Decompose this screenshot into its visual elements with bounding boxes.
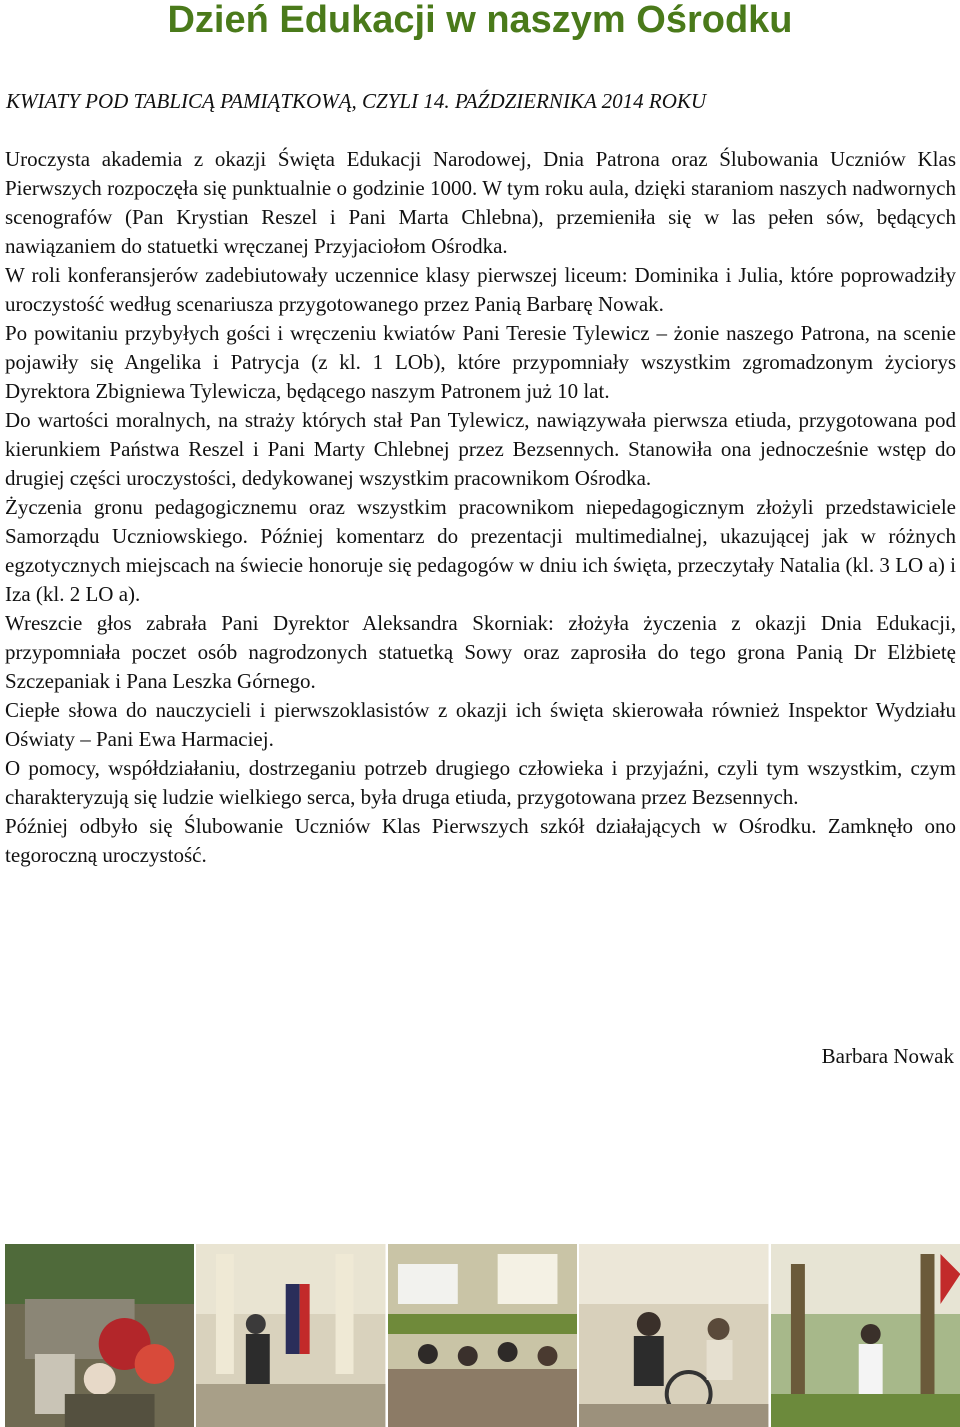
paragraph: Ciepłe słowa do nauczycieli i pierwszoklasistów z okazji ich święta skierowała również Inspektor Wydziału Oświaty – Pani Ewa Harmaciej.: [5, 698, 956, 751]
photo-wheelchair-guests: [579, 1244, 768, 1427]
photo-audience-hall: [388, 1244, 577, 1427]
paragraph: Życzenia gronu pedagogicznemu oraz wszystkim pracownikom niepedagogicznym złożyli przedstawiciele Samorządu Uczniowskiego. Później komentarz do prezentacji multimedialnej, ukazującej jak w różnych egzotycznych miejscach na świecie honoruje się pedagogów w dniu ich święta, przeczytały Natalia (kl. 3 LO a) i Iza (kl. 2 LO a).: [5, 495, 956, 606]
page-title: Dzień Edukacji w naszym Ośrodku: [167, 0, 793, 41]
paragraph: W roli konferansjerów zadebiutowały uczennice klasy pierwszej liceum: Dominika i Julia, które poprowadziły uroczystość według scenariusza przygotowanego przez Panią Barbarę Nowak.: [5, 263, 956, 316]
photo-hall-stage: [196, 1244, 385, 1427]
paragraph: Później odbyło się Ślubowanie Uczniów Klas Pierwszych szkół działających w Ośrodku. Zamknęło ono tegoroczną uroczystość.: [5, 814, 956, 867]
paragraph: O pomocy, współdziałaniu, dostrzeganiu potrzeb drugiego człowieka i przyjaźni, czyli tym wszystkim, czym charakteryzują się ludzie wielkiego serca, była druga etiuda, przygotowana przez Bezsennych.: [5, 756, 956, 809]
paragraph: Uroczysta akademia z okazji Święta Edukacji Narodowej, Dnia Patrona oraz Ślubowania Uczniów Klas Pierwszych rozpoczęła się punktualnie o godzinie 1000. W tym roku aula, dzięki staraniom naszych nadwornych scenografów (Pan Krystian Reszel i Pani Marta Chlebna), przemieniła się w las pełen sów, będących nawiązaniem do statuetki wręczanej Przyjaciołom Ośrodka.: [5, 147, 956, 258]
paragraph: Wreszcie głos zabrała Pani Dyrektor Aleksandra Skorniak: złożyła życzenia z okazji Dnia Edukacji, przypomniała poczet osób nagrodzonych statuetką Sowy oraz zaprosiła do tego grona Panią Dr Elżbietę Szczepaniak i Pana Leszka Górnego.: [5, 611, 956, 693]
paragraph: Po powitaniu przybyłych gości i wręczeniu kwiatów Pani Teresie Tylewicz – żonie naszego Patrona, na scenie pojawiły się Angelika i Patrycja (z kl. 1 LOb), które przypomniały wszystkim zgromadzonym życiorys Dyrektora Zbigniewa Tylewicza, będącego naszym Patronem już 10 lat.: [5, 321, 956, 403]
author-signature: Barbara Nowak: [821, 1044, 954, 1068]
paragraph: Do wartości moralnych, na straży których stał Pan Tylewicz, nawiązywała pierwsza etiuda, przygotowana pod kierunkiem Państwa Reszel i Pani Marty Chlebnej przez Bezsennych. Stanowiła ona jednocześnie wstęp do drugiej części uroczystości, dedykowanej wszystkim pracownikom Ośrodka.: [5, 408, 956, 490]
photo-forest-stage: [771, 1244, 960, 1427]
article-body: [5, 145, 956, 870]
photo-memorial-plaque-flowers: [5, 1244, 194, 1427]
subtitle: KWIATY POD TABLICĄ PAMIĄTKOWĄ, CZYLI 14. PAŹDZIERNIKA 2014 ROKU: [6, 89, 707, 113]
photo-strip: [5, 1244, 960, 1427]
